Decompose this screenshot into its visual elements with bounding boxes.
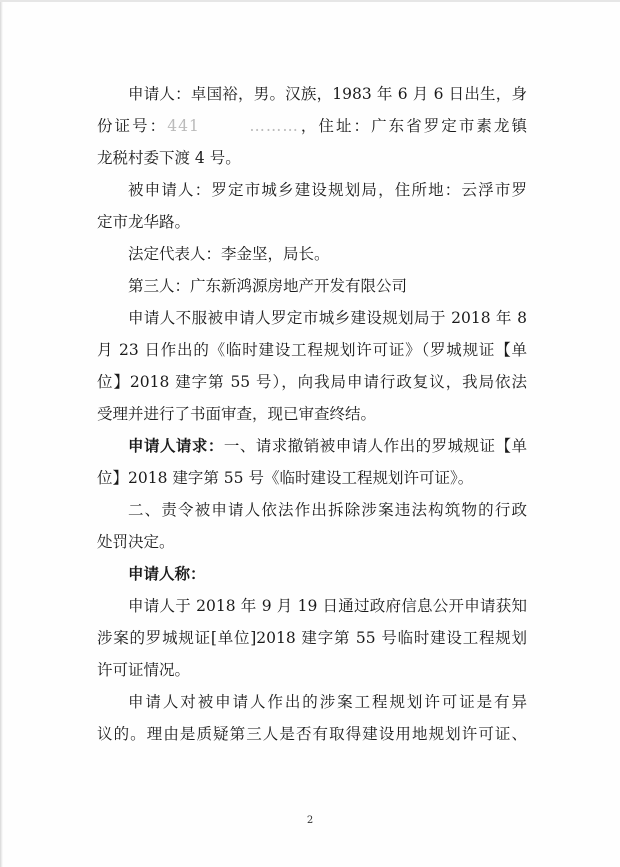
applicant-line-1: 申请人：卓国裕，男。汉族，1983 年 6 月 6 日出生，身: [128, 85, 527, 103]
respondent-line-1: 被申请人：罗定市城乡建设规划局，住所地：云浮市罗: [128, 181, 527, 199]
claim-2-line-2: 议的。理由是质疑第三人是否有取得建设用地规划许可证、: [97, 725, 527, 743]
intro-line-3: 位】2018 建字第 55 号），向我局申请行政复议，我局依法: [97, 373, 527, 391]
claim-2-line-1: 申请人对被申请人作出的涉案工程规划许可证是有异: [128, 693, 527, 711]
request-2-line-2: 处罚决定。: [97, 533, 175, 551]
claim-1-line-3: 许可证情况。: [97, 661, 191, 679]
applicant-line-3: 龙税村委下渡 4 号。: [97, 149, 241, 167]
requests-text-1: 一、请求撤销被申请人作出的罗城规证【单: [223, 437, 527, 455]
id-redaction-mark: ………: [249, 117, 299, 135]
intro-line-2: 月 23 日作出的《临时建设工程规划许可证》（罗城规证【单: [97, 341, 527, 359]
requests-line-1: [97, 430, 527, 462]
request-2-line-1: 二、责令被申请人依法作出拆除涉案违法构筑物的行政: [128, 501, 527, 519]
claim-1-line-1: 申请人于 2018 年 9 月 19 日通过政府信息公开申请获知: [128, 597, 527, 615]
requests-heading: 申请人请求：: [128, 436, 224, 455]
applicant-line-2: [97, 110, 527, 142]
scan-shadow-left: [0, 0, 3, 867]
claims-heading: 申请人称：: [128, 564, 206, 583]
respondent-line-2: 定市龙华路。: [97, 213, 191, 231]
third-party-line: 第三人：广东新鸿源房地产开发有限公司: [128, 277, 408, 295]
id-number-label: 份证号：: [97, 117, 168, 135]
document-body: [97, 78, 527, 750]
page-number: 2: [306, 815, 314, 826]
claim-1-line-2: 涉案的罗城规证[单位]2018 建字第 55 号临时建设工程规划: [97, 629, 527, 647]
intro-line-4: 受理并进行了书面审查，现已审查终结。: [97, 405, 377, 423]
id-number-fragment: 441: [167, 117, 200, 135]
legal-rep-line: 法定代表人：李金坚，局长。: [128, 245, 330, 263]
address-text: ，住址：广东省罗定市素龙镇: [298, 117, 527, 135]
requests-line-2: 位】2018 建字第 55 号《临时建设工程规划许可证》。: [97, 469, 474, 487]
id-number-redacted: [167, 110, 299, 142]
intro-line-1: 申请人不服被申请人罗定市城乡建设规划局于 2018 年 8: [128, 309, 527, 327]
scan-shadow-top: [0, 0, 620, 2]
